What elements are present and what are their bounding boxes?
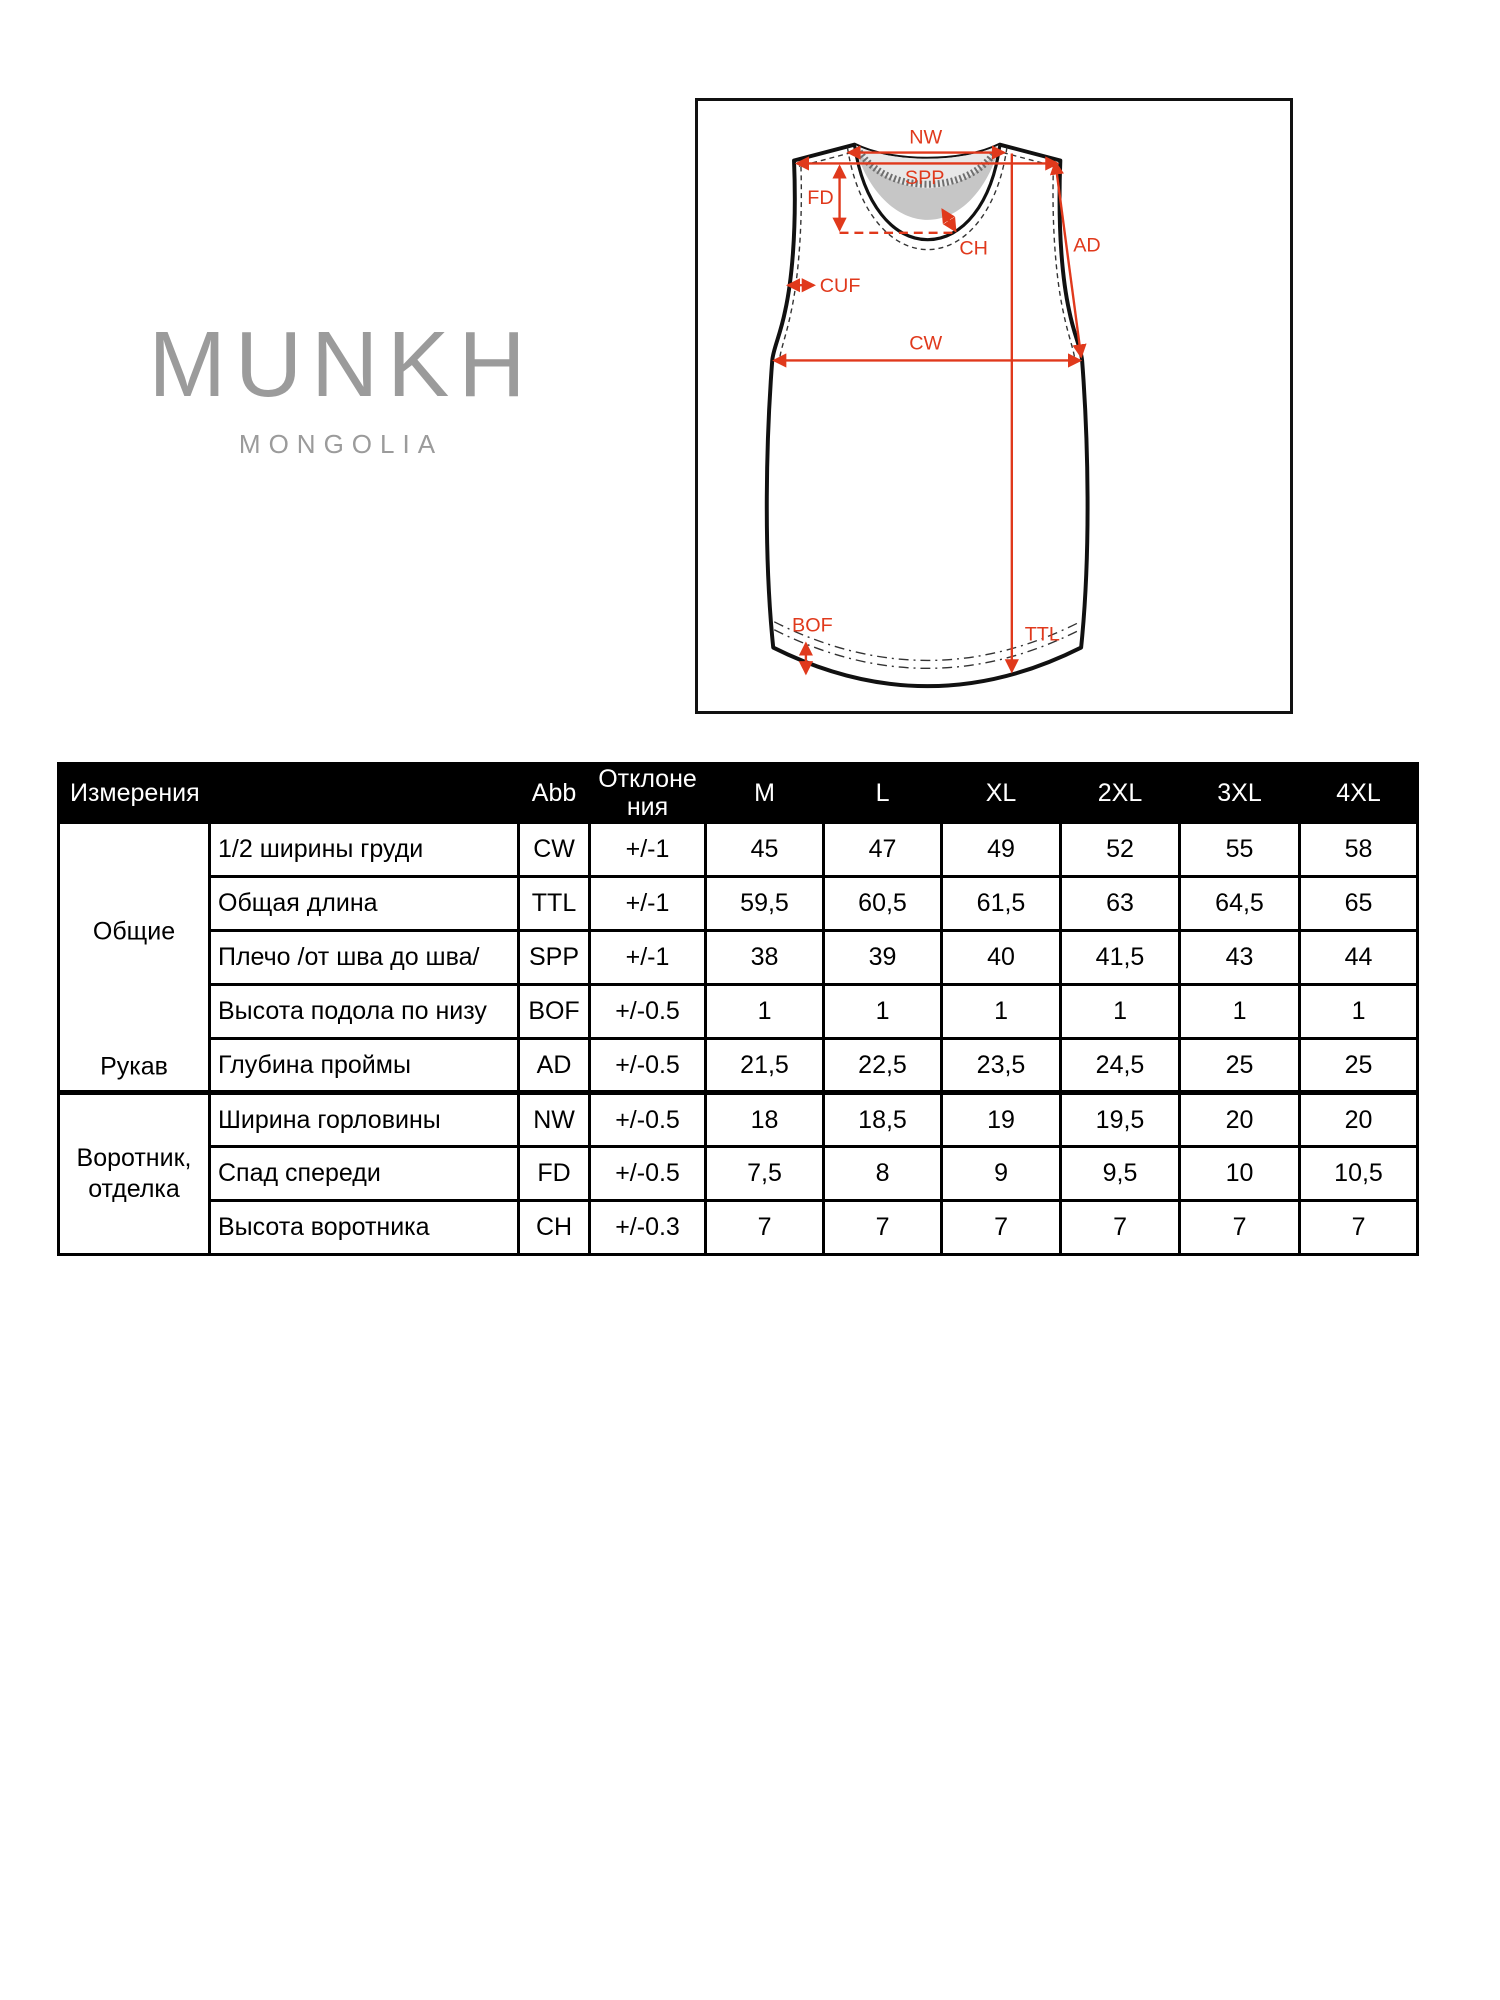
- cell-abb: AD: [519, 1039, 590, 1093]
- cell-value: 7: [824, 1201, 942, 1255]
- cell-value: 20: [1180, 1093, 1300, 1147]
- cell-value: 1: [1061, 985, 1180, 1039]
- cell-value: 43: [1180, 931, 1300, 985]
- bof-label: BOF: [792, 614, 833, 637]
- cell-value: 23,5: [942, 1039, 1061, 1093]
- cw-label: CW: [909, 332, 943, 355]
- row-fd: [59, 1147, 1418, 1201]
- cell-name: Плечо /от шва до шва/: [210, 931, 519, 985]
- group-label-sleeve: Рукав: [100, 1052, 168, 1081]
- ch-label: CH: [959, 237, 988, 260]
- row-ad: [59, 1039, 1418, 1093]
- cell-value: 20: [1300, 1093, 1418, 1147]
- nw-label: NW: [909, 126, 943, 149]
- cell-value: 1: [1180, 985, 1300, 1039]
- cell-value: 19,5: [1061, 1093, 1180, 1147]
- brand-logo: [138, 312, 536, 460]
- cell-value: 65: [1300, 877, 1418, 931]
- cell-value: 60,5: [824, 877, 942, 931]
- ad-label: AD: [1073, 234, 1101, 257]
- cell-value: 55: [1180, 823, 1300, 877]
- cell-value: 44: [1300, 931, 1418, 985]
- cell-value: 1: [706, 985, 824, 1039]
- cell-value: 1: [824, 985, 942, 1039]
- header-size-2xl: 2XL: [1061, 764, 1180, 823]
- cell-value: 7,5: [706, 1147, 824, 1201]
- brand-name: MUNKH: [148, 312, 535, 416]
- size-table: [57, 762, 1419, 1256]
- group-label-collar-line2: отделка: [88, 1175, 180, 1203]
- cell-value: 18,5: [824, 1093, 942, 1147]
- cell-name: Глубина проймы: [210, 1039, 519, 1093]
- header-abb: Abb: [519, 764, 590, 823]
- row-ttl: [59, 877, 1418, 931]
- cell-value: 64,5: [1180, 877, 1300, 931]
- cell-value: 9: [942, 1147, 1061, 1201]
- cell-name: Общая длина: [210, 877, 519, 931]
- cell-value: 25: [1180, 1039, 1300, 1093]
- header-size-xl: XL: [942, 764, 1061, 823]
- header-size-4xl: 4XL: [1300, 764, 1418, 823]
- cell-value: 49: [942, 823, 1061, 877]
- group-label-general: Общие: [92, 917, 176, 946]
- cell-name: Высота воротника: [210, 1201, 519, 1255]
- cell-abb: CH: [519, 1201, 590, 1255]
- group-label-collar-line1: Воротник,: [76, 1143, 192, 1172]
- cell-tol: +/-0.5: [590, 1147, 706, 1201]
- cell-value: 40: [942, 931, 1061, 985]
- cell-value: 47: [824, 823, 942, 877]
- cell-tol: +/-0.5: [590, 1093, 706, 1147]
- header-tolerance: [590, 764, 706, 823]
- cell-abb: FD: [519, 1147, 590, 1201]
- cell-value: 10,5: [1300, 1147, 1418, 1201]
- cell-tol: +/-1: [590, 823, 706, 877]
- group-cell-collar: [59, 1093, 210, 1255]
- row-nw: [59, 1093, 1418, 1147]
- cell-tol: +/-0.3: [590, 1201, 706, 1255]
- cell-value: 7: [1180, 1201, 1300, 1255]
- cell-value: 1: [942, 985, 1061, 1039]
- cell-value: 7: [706, 1201, 824, 1255]
- cell-value: 8: [824, 1147, 942, 1201]
- cell-value: 39: [824, 931, 942, 985]
- cell-value: 9,5: [1061, 1147, 1180, 1201]
- cell-value: 41,5: [1061, 931, 1180, 985]
- cell-name: Спад спереди: [210, 1147, 519, 1201]
- group-cell-general-sleeve: [59, 823, 210, 1093]
- cell-value: 52: [1061, 823, 1180, 877]
- cell-value: 45: [706, 823, 824, 877]
- cell-value: 58: [1300, 823, 1418, 877]
- cell-name: 1/2 ширины груди: [210, 823, 519, 877]
- cell-value: 21,5: [706, 1039, 824, 1093]
- row-ch: [59, 1201, 1418, 1255]
- ttl-label: TTL: [1024, 623, 1060, 646]
- cell-value: 10: [1180, 1147, 1300, 1201]
- cuf-label: CUF: [819, 275, 861, 298]
- cell-name: Высота подола по низу: [210, 985, 519, 1039]
- cell-value: 25: [1300, 1039, 1418, 1093]
- cell-abb: BOF: [519, 985, 590, 1039]
- cell-abb: NW: [519, 1093, 590, 1147]
- cell-value: 61,5: [942, 877, 1061, 931]
- garment-diagram-box: [695, 98, 1293, 714]
- row-cw: [59, 823, 1418, 877]
- fd-label: FD: [807, 187, 834, 210]
- garment-diagram-svg: [698, 101, 1290, 711]
- cell-value: 7: [1300, 1201, 1418, 1255]
- header-measurements: Измерения: [59, 764, 519, 823]
- cell-tol: +/-0.5: [590, 1039, 706, 1093]
- cell-tol: +/-0.5: [590, 985, 706, 1039]
- header-size-m: M: [706, 764, 824, 823]
- spp-label: SPP: [904, 167, 945, 190]
- header-tolerance-line1: Отклоне: [598, 765, 697, 793]
- cell-tol: +/-1: [590, 877, 706, 931]
- cell-value: 24,5: [1061, 1039, 1180, 1093]
- row-bof: [59, 985, 1418, 1039]
- cell-value: 19: [942, 1093, 1061, 1147]
- cell-abb: SPP: [519, 931, 590, 985]
- cell-value: 7: [1061, 1201, 1180, 1255]
- cell-tol: +/-1: [590, 931, 706, 985]
- cell-value: 1: [1300, 985, 1418, 1039]
- header-tolerance-line2: ния: [626, 793, 669, 821]
- row-spp: [59, 931, 1418, 985]
- garment-outline: [767, 145, 1088, 687]
- cell-value: 22,5: [824, 1039, 942, 1093]
- table-header-row: [59, 764, 1418, 823]
- cell-value: 38: [706, 931, 824, 985]
- header-size-3xl: 3XL: [1180, 764, 1300, 823]
- cell-value: 7: [942, 1201, 1061, 1255]
- header-size-l: L: [824, 764, 942, 823]
- cell-name: Ширина горловины: [210, 1093, 519, 1147]
- cell-abb: TTL: [519, 877, 590, 931]
- cell-value: 59,5: [706, 877, 824, 931]
- cell-abb: CW: [519, 823, 590, 877]
- brand-subtitle: MONGOLIA: [238, 429, 444, 459]
- cell-value: 63: [1061, 877, 1180, 931]
- cell-value: 18: [706, 1093, 824, 1147]
